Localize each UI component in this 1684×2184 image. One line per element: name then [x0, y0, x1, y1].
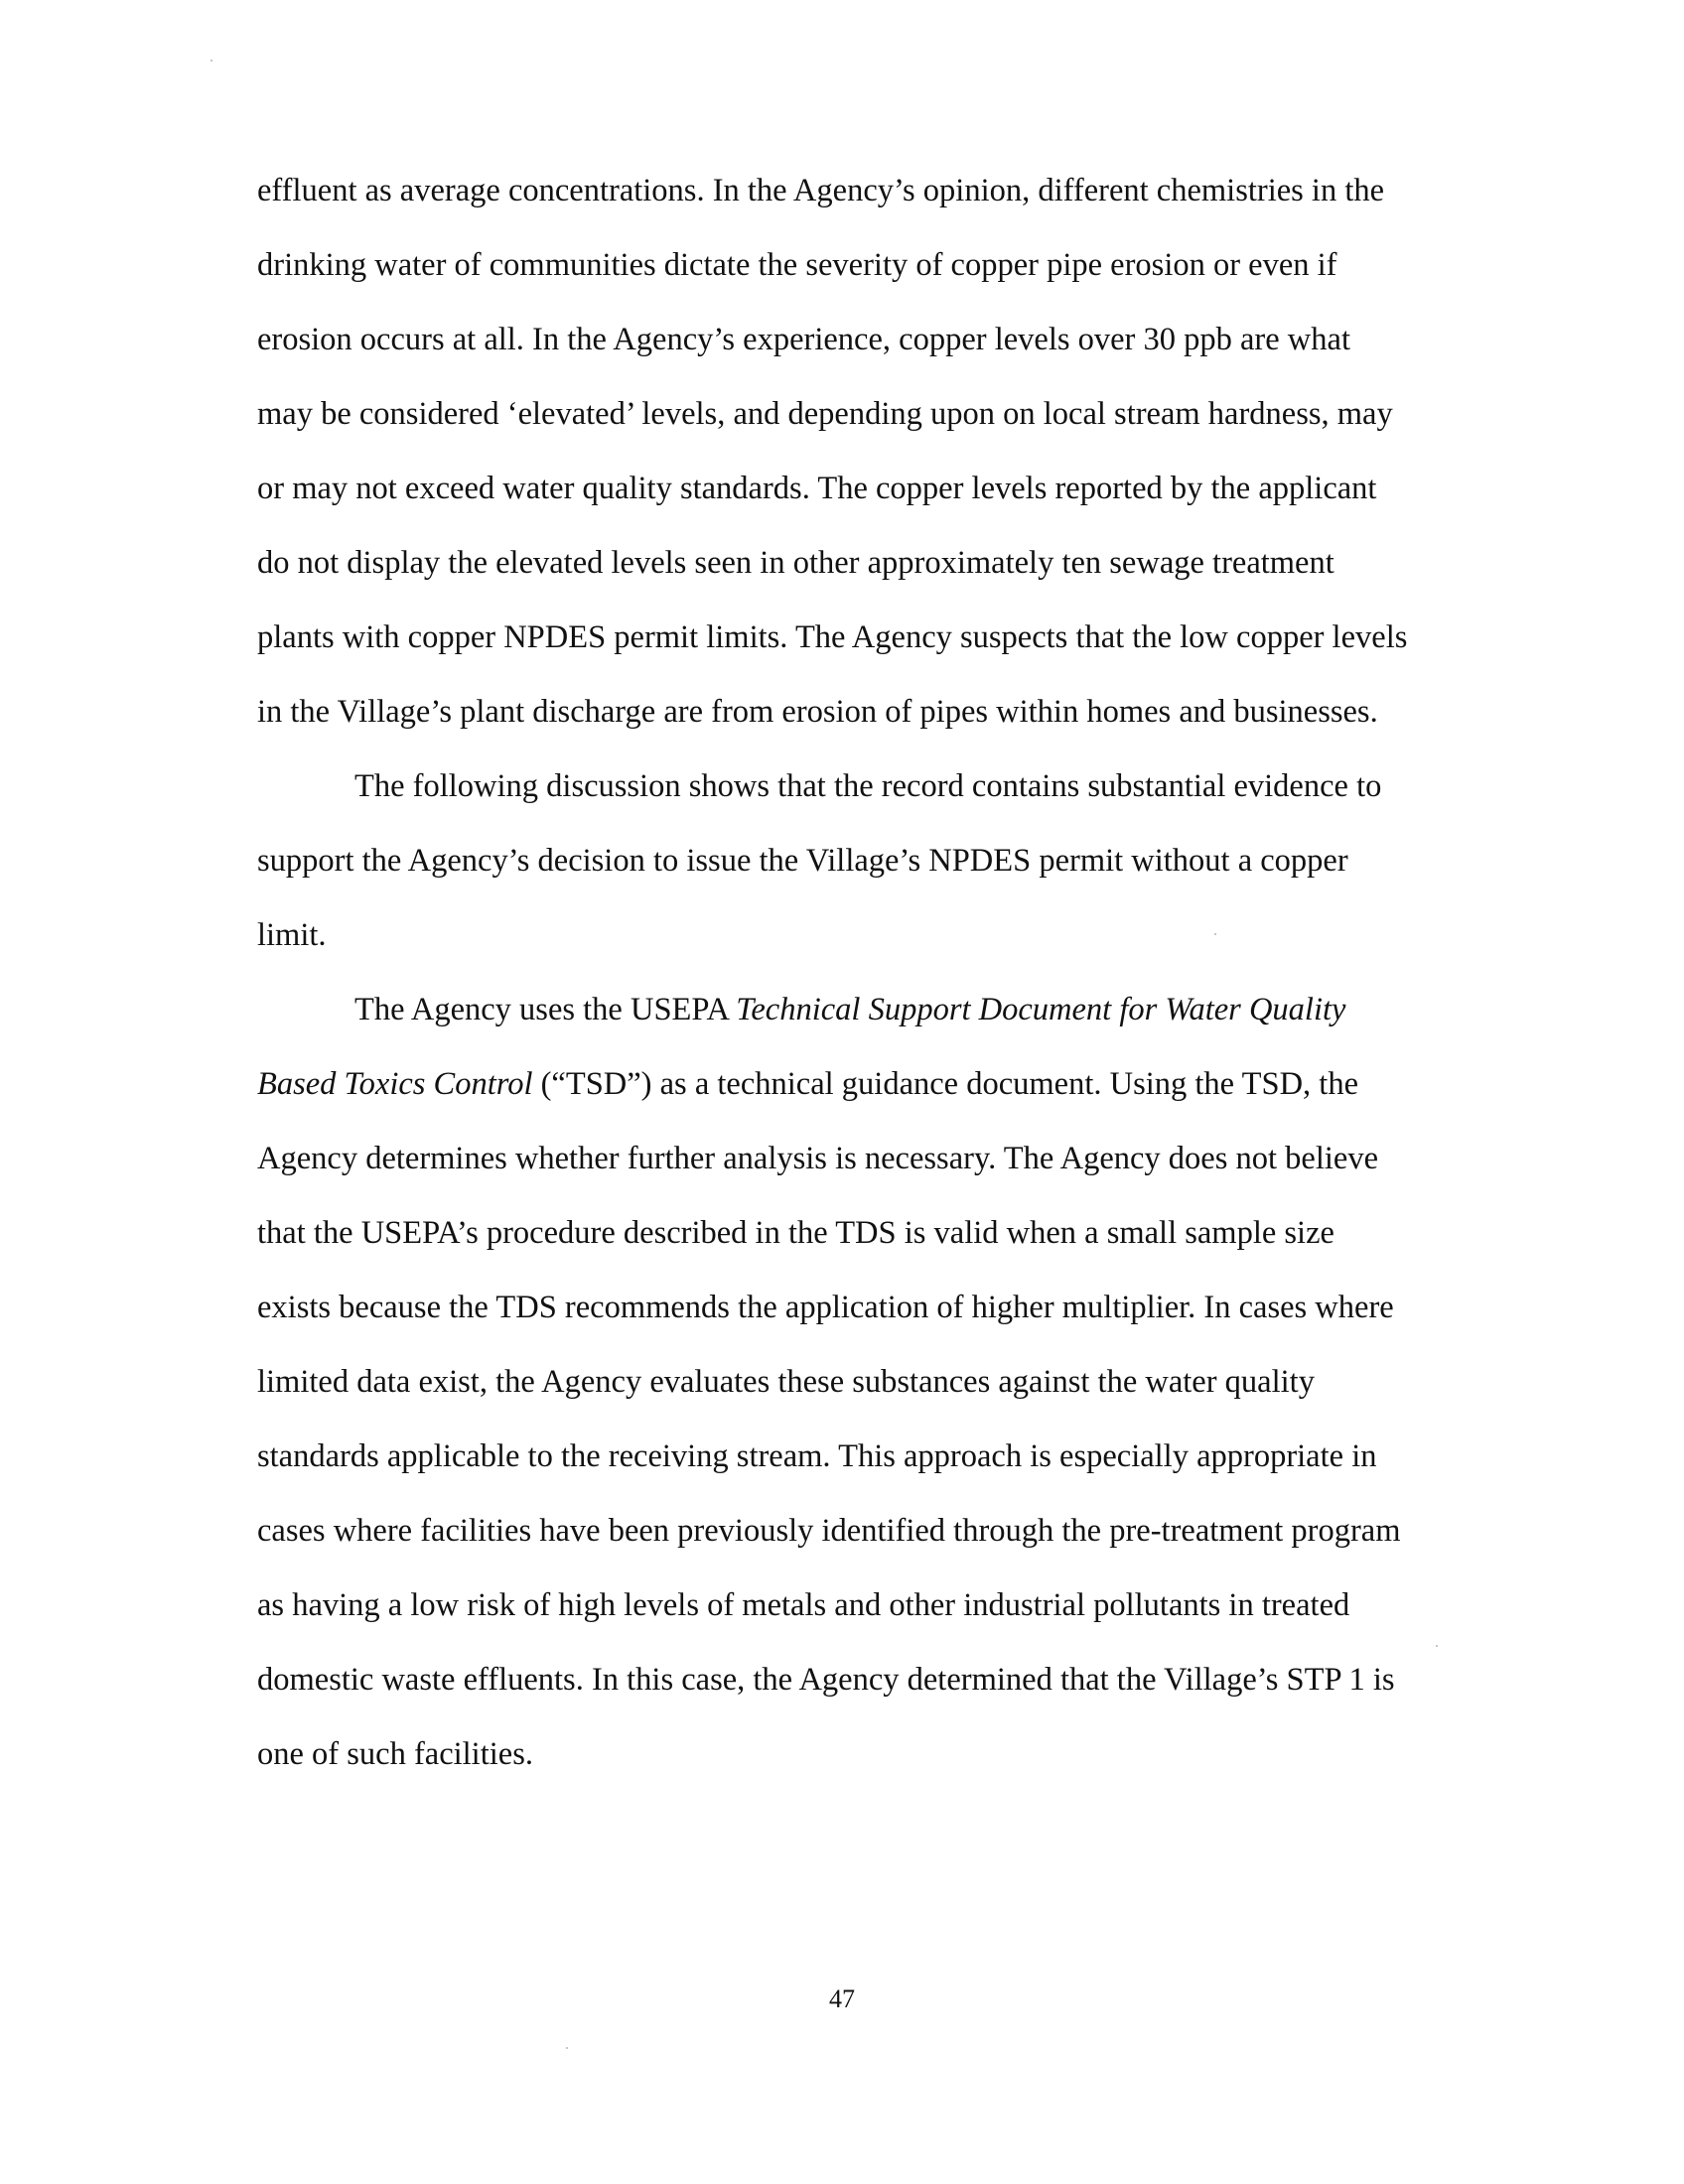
text-line: one of such facilities.	[257, 1736, 533, 1772]
text-line: domestic waste effluents. In this case, the Agency determined that the Village’s STP 1 is	[257, 1662, 1395, 1698]
document-title-italic: Based Toxics Control	[257, 1066, 533, 1102]
text-line: do not display the elevated levels seen in other approximately ten sewage treatment	[257, 545, 1334, 581]
scan-speck	[1214, 933, 1216, 935]
text-line: limited data exist, the Agency evaluates these substances against the water quality	[257, 1364, 1315, 1400]
text-line: may be considered ‘elevated’ levels, and depending upon on local stream hardness, may	[257, 396, 1393, 432]
text-line: that the USEPA’s procedure described in the TDS is valid when a small sample size	[257, 1215, 1334, 1251]
text-line: limit.	[257, 917, 327, 953]
page-number: 47	[829, 1984, 855, 2013]
document-title-italic: Technical Support Document for Water Quality	[736, 992, 1346, 1027]
text-line: in the Village’s plant discharge are from erosion of pipes within homes and businesses.	[257, 694, 1378, 730]
text-line: The following discussion shows that the record contains substantial evidence to	[354, 768, 1382, 804]
text-line: effluent as average concentrations. In the Agency’s opinion, different chemistries in the	[257, 173, 1385, 208]
scan-speck	[210, 60, 212, 62]
text-line: as having a low risk of high levels of metals and other industrial pollutants in treated	[257, 1587, 1350, 1623]
text-run: (“TSD”) as a technical guidance document. Using the TSD, the	[532, 1066, 1358, 1102]
text-run: The Agency uses the USEPA	[354, 992, 737, 1027]
text-line: erosion occurs at all. In the Agency’s experience, copper levels over 30 ppb are what	[257, 322, 1350, 357]
text-line	[354, 990, 1345, 1029]
scan-speck	[566, 2047, 568, 2049]
text-line	[257, 1064, 1358, 1104]
text-line: standards applicable to the receiving stream. This approach is especially appropriate in	[257, 1438, 1377, 1474]
text-line: cases where facilities have been previously identified through the pre-treatment program	[257, 1513, 1401, 1549]
text-line: support the Agency’s decision to issue the Village’s NPDES permit without a copper	[257, 843, 1348, 879]
scan-speck	[1436, 1645, 1438, 1647]
text-line: or may not exceed water quality standards. The copper levels reported by the applicant	[257, 471, 1377, 506]
text-line: plants with copper NPDES permit limits. The Agency suspects that the low copper levels	[257, 619, 1408, 655]
text-line: drinking water of communities dictate the severity of copper pipe erosion or even if	[257, 247, 1337, 283]
text-line: Agency determines whether further analysis is necessary. The Agency does not believe	[257, 1141, 1378, 1176]
text-line: exists because the TDS recommends the application of higher multiplier. In cases where	[257, 1290, 1394, 1325]
